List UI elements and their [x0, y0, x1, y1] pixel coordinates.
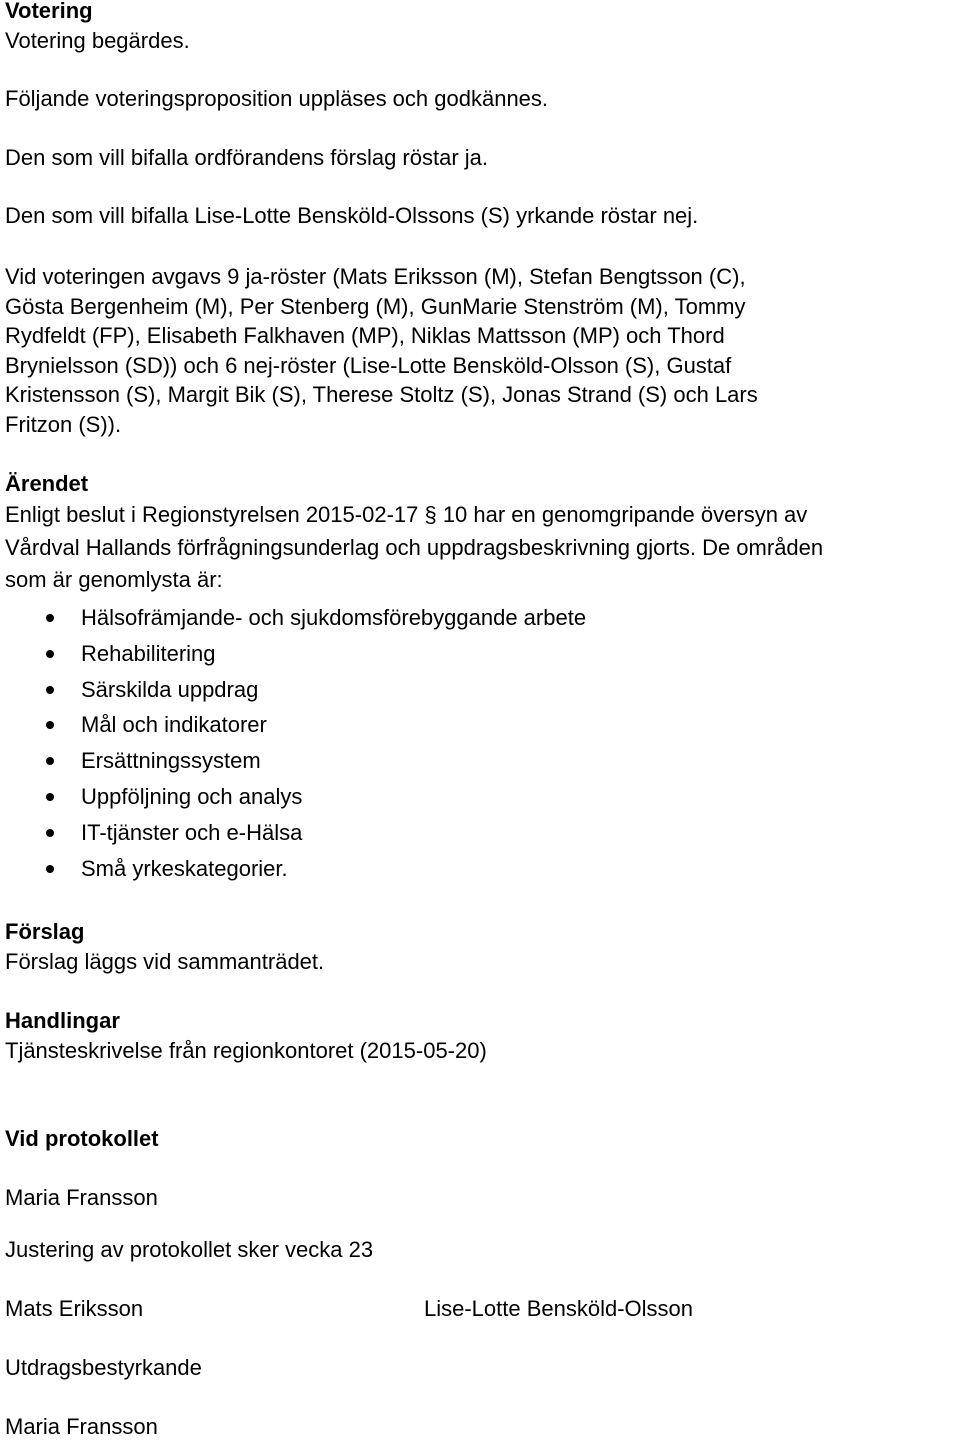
- justering-text: Justering av protokollet sker vecka 23: [5, 1237, 374, 1262]
- utdrag-name: Maria Fransson: [5, 1414, 158, 1439]
- bullet-icon: [46, 829, 54, 837]
- list-item-text: Rehabilitering: [81, 641, 216, 666]
- vote-result-line: Vid voteringen avgavs 9 ja-röster (Mats Eriksson (M), Stefan Bengtsson (C),: [5, 264, 746, 289]
- list-item-text: Hälsofrämjande- och sjukdomsförebyggande arbete: [81, 605, 587, 630]
- list-item-text: Uppföljning och analys: [81, 784, 303, 809]
- vote-result-line: Brynielsson (SD)) och 6 nej-röster (Lise-Lotte Bensköld-Olsson (S), Gustaf: [5, 353, 732, 378]
- vote-result-line: Rydfeldt (FP), Elisabeth Falkhaven (MP), Niklas Mattsson (MP) och Thord: [5, 323, 725, 348]
- list-item-text: Mål och indikatorer: [81, 712, 267, 737]
- list-item-text: Särskilda uppdrag: [81, 677, 259, 702]
- bullet-icon: [46, 650, 54, 658]
- heading-votering: Votering: [5, 0, 93, 23]
- votering-paragraph-3: Den som vill bifalla ordförandens förslag röstar ja.: [5, 145, 489, 170]
- bullet-icon: [46, 686, 54, 694]
- vote-result-line: Kristensson (S), Margit Bik (S), Therese Stoltz (S), Jonas Strand (S) och Lars: [5, 382, 758, 407]
- votering-paragraph-4: Den som vill bifalla Lise-Lotte Bensköld-Olssons (S) yrkande röstar nej.: [5, 203, 699, 228]
- handlingar-text: Tjänsteskrivelse från regionkontoret (2015-05-20): [5, 1038, 487, 1063]
- list-item-text: IT-tjänster och e-Hälsa: [81, 820, 303, 845]
- heading-arendet: Ärendet: [5, 471, 89, 496]
- bullet-icon: [46, 721, 54, 729]
- list-item-text: Små yrkeskategorier.: [81, 856, 288, 881]
- votering-paragraph-2: Följande voteringsproposition uppläses och godkännes.: [5, 86, 549, 111]
- arendet-line: Enligt beslut i Regionstyrelsen 2015-02-17 § 10 har en genomgripande översyn av: [5, 502, 808, 527]
- arendet-line: som är genomlysta är:: [5, 567, 223, 592]
- vote-result-line: Gösta Bergenheim (M), Per Stenberg (M), GunMarie Stenström (M), Tommy: [5, 294, 746, 319]
- heading-forslag: Förslag: [5, 919, 85, 944]
- heading-handlingar: Handlingar: [5, 1008, 120, 1033]
- utdrag-label: Utdragsbestyrkande: [5, 1355, 202, 1380]
- signer-left: Mats Eriksson: [5, 1296, 144, 1321]
- arendet-line: Vårdval Hallands förfrågningsunderlag och uppdragsbeskrivning gjorts. De områden: [5, 535, 824, 560]
- heading-vid-protokollet: Vid protokollet: [5, 1126, 159, 1151]
- vote-result-line: Fritzon (S)).: [5, 412, 122, 437]
- bullet-icon: [46, 793, 54, 801]
- votering-paragraph-1: Votering begärdes.: [5, 28, 190, 53]
- forslag-text: Förslag läggs vid sammanträdet.: [5, 949, 325, 974]
- signer-right: Lise-Lotte Bensköld-Olsson: [424, 1296, 694, 1321]
- secretary-name: Maria Fransson: [5, 1185, 158, 1210]
- bullet-icon: [46, 614, 54, 622]
- bullet-icon: [46, 865, 54, 873]
- list-item-text: Ersättningssystem: [81, 748, 261, 773]
- bullet-icon: [46, 757, 54, 765]
